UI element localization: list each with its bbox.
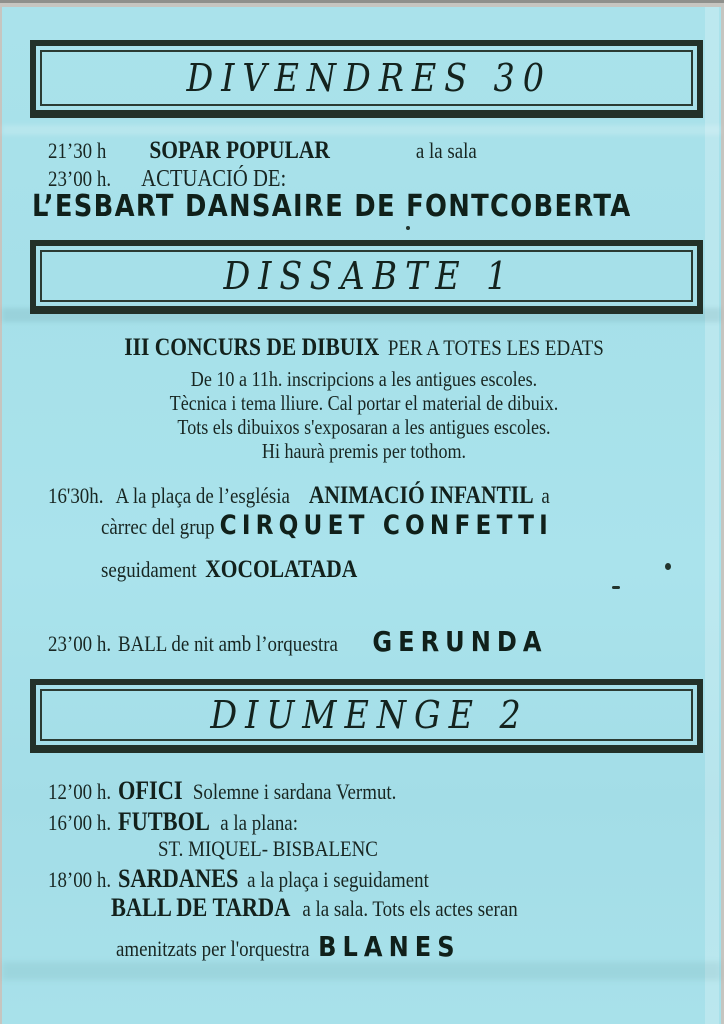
event-time: 16'30h. (48, 483, 104, 508)
event-time: 12’00 h. (48, 779, 112, 804)
contest-title: III CONCURS DE DIBUIX (124, 334, 380, 361)
match-teams: ST. MIQUEL- BISBALENC (158, 836, 378, 861)
ink-speck (406, 226, 410, 230)
event-ofici (48, 776, 396, 806)
event-title: BALL DE TARDA (111, 893, 291, 922)
contest-title-line (53, 334, 676, 362)
event-title: XOCOLATADA (205, 556, 358, 583)
contest-info-line: Hi haurà premis per tothom. (261, 439, 467, 463)
orchestra-name: GERUNDA (372, 625, 548, 658)
event-detail: a la plana: (220, 810, 298, 835)
event-title: FUTBOL (117, 807, 210, 836)
event-detail: Solemne i sardana Vermut. (192, 779, 397, 804)
header-box-inner (40, 50, 693, 106)
scan-streak (2, 962, 721, 980)
section-title-diumenge: DIUMENGE 2 (209, 693, 529, 737)
event-title: OFICI (117, 776, 183, 805)
event-title: SARDANES (117, 864, 239, 893)
event-text: a (541, 483, 550, 508)
event-place: A la plaça de l’església (115, 483, 290, 508)
section-title-dissabte: DISSABTE 1 (223, 254, 516, 298)
contest-info-line: De 10 a 11h. inscripcions a les antigues escoles. (190, 367, 538, 391)
event-title: ANIMACIÓ INFANTIL (308, 482, 534, 509)
paper (2, 7, 721, 1024)
header-box-inner (40, 689, 693, 741)
contest-info-line: Tots els dibuixos s'exposaran a les antigues escoles. (177, 415, 551, 439)
event-title: ACTUACIÓ DE: (141, 166, 287, 192)
event-ball-de-tarda (111, 893, 518, 923)
header-box-inner (40, 250, 693, 302)
event-futbol (48, 807, 298, 837)
event-animacio-infantil (48, 482, 550, 511)
section-title-divendres: DIVENDRES 30 (186, 56, 552, 100)
event-title: SOPAR POPULAR (149, 137, 330, 164)
event-orquestra-blanes (116, 931, 461, 963)
drawing-contest-block (53, 334, 676, 463)
event-time: 18’00 h. (48, 867, 112, 892)
orchestra-name: BLANES (318, 930, 461, 963)
contest-info-line: Tècnica i tema lliure. Cal portar el material de dibuix. (169, 391, 559, 415)
ink-speck (612, 586, 620, 589)
contest-title-suffix: PER A TOTES LES EDATS (387, 335, 604, 360)
event-text: BALL de nit amb l’orquestra (117, 631, 338, 656)
futbol-match (158, 836, 378, 861)
header-box-dissabte (30, 240, 703, 314)
event-detail: a la sala. Tots els actes seran (302, 896, 518, 921)
event-ball-de-nit (48, 626, 548, 658)
event-sopar-popular (48, 137, 477, 166)
performer-name: L’ESBART DANSAIRE DE FONTCOBERTA (32, 189, 632, 224)
group-name: CIRQUET CONFETTI (219, 510, 553, 541)
scan-edge-right (705, 7, 719, 1024)
scan-streak (2, 125, 721, 135)
event-time: 23’00 h. (48, 166, 112, 191)
event-text: amenitzats per l'orquestra (116, 936, 310, 961)
event-sardanes (48, 864, 429, 894)
ink-speck (665, 563, 671, 570)
event-detail: a la plaça i seguidament (247, 867, 429, 892)
scan-edge-top (0, 0, 724, 3)
event-time: 23’00 h. (48, 631, 112, 656)
event-time: 21’30 h (48, 138, 107, 163)
event-cirquet-confetti (101, 510, 553, 541)
event-time: 16’00 h. (48, 810, 112, 835)
header-box-diumenge (30, 679, 703, 753)
event-text: seguidament (101, 557, 197, 582)
event-xocolatada (101, 556, 357, 585)
header-box-divendres (30, 40, 703, 118)
event-text: càrrec del grup (101, 514, 215, 539)
event-detail: a la sala (415, 138, 477, 163)
performer-esbart (32, 190, 632, 225)
